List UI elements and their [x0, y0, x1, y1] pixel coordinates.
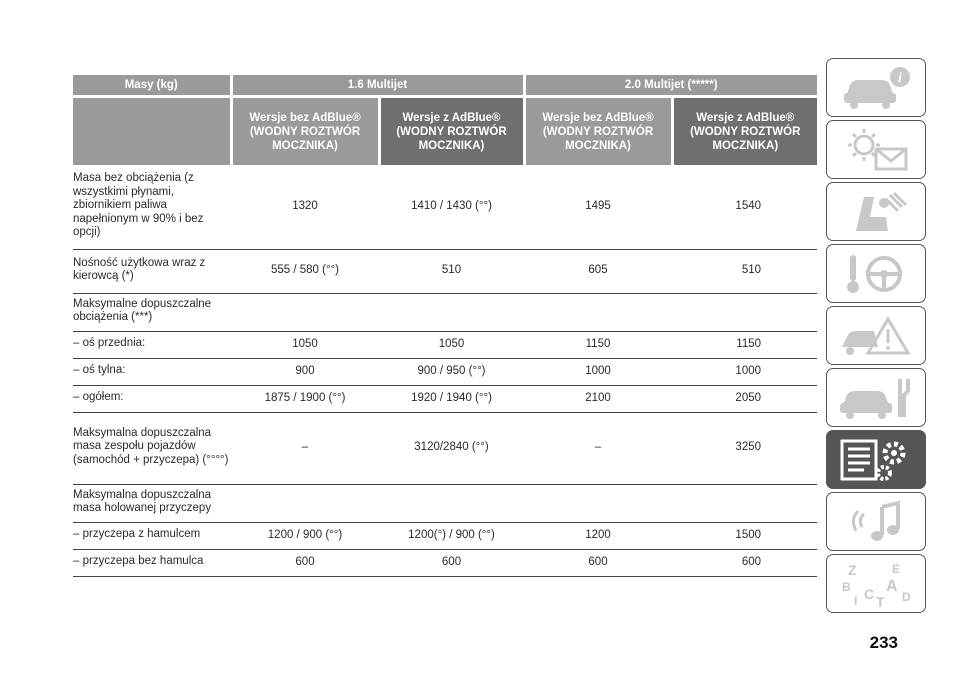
table-row — [73, 293, 817, 331]
row-label: – przyczepa z hamulcem — [73, 522, 231, 549]
mass-spec-table — [73, 75, 817, 577]
row-label: – ogółem: — [73, 385, 231, 412]
cell-value — [379, 293, 524, 331]
index-letter: T — [876, 593, 885, 609]
car-info-icon — [836, 63, 916, 113]
table-subheader-row — [73, 97, 817, 166]
warning-lights-message-icon — [836, 125, 916, 175]
header-engine-1-6: 1.6 Multijet — [231, 75, 524, 97]
subheader-1-6-with-adblue: Wersje z AdBlue® (WODNY ROZTWÓR MOCZNIKA) — [379, 97, 524, 166]
row-label: Nośność użytkowa wraz z kierowcą (*) — [73, 249, 231, 293]
tab-emergency[interactable] — [826, 306, 926, 365]
cell-value: 2100 — [524, 385, 672, 412]
cell-value — [524, 293, 672, 331]
tab-index[interactable] — [826, 554, 926, 613]
row-label: – oś tylna: — [73, 358, 231, 385]
index-letter: B — [842, 579, 851, 594]
alphabetical-index-icon — [836, 559, 916, 609]
cell-value: 510 — [379, 249, 524, 293]
table-row — [73, 549, 817, 576]
cell-value: 900 / 950 (°°) — [379, 358, 524, 385]
cell-value: 1200 — [524, 522, 672, 549]
subheader-empty — [73, 97, 231, 166]
technical-data-gears-icon — [836, 435, 916, 485]
subheader-2-0-with-adblue: Wersje z AdBlue® (WODNY ROZTWÓR MOCZNIKA) — [672, 97, 817, 166]
subheader-2-0-without-adblue: Wersje bez AdBlue® (WODNY ROZTWÓR MOCZNIKA) — [524, 97, 672, 166]
row-label: Maksymalne dopuszczalne obciążenia (***) — [73, 293, 231, 331]
cell-value: 3120/2840 (°°) — [379, 412, 524, 484]
table-row — [73, 249, 817, 293]
table-row — [73, 331, 817, 358]
seat-airbag-icon — [836, 187, 916, 237]
table-row — [73, 165, 817, 249]
header-masses: Masy (kg) — [73, 75, 231, 97]
cell-value: 1050 — [379, 331, 524, 358]
multimedia-music-icon — [836, 497, 916, 547]
table-row — [73, 385, 817, 412]
cell-value: – — [231, 412, 379, 484]
row-label: Maksymalna dopuszczalna masa holowanej przyczepy — [73, 484, 231, 522]
tab-technical-data[interactable] — [826, 430, 926, 489]
index-letter: A — [886, 577, 898, 595]
table-row — [73, 412, 817, 484]
index-letter: E — [892, 561, 901, 576]
cell-value: 1050 — [231, 331, 379, 358]
table-row — [73, 522, 817, 549]
cell-value — [231, 293, 379, 331]
row-label: Maksymalna dopuszczalna masa zespołu pojazdów (samochód + przyczepa) (°°°°) — [73, 412, 231, 484]
header-engine-2-0: 2.0 Multijet (*****) — [524, 75, 817, 97]
cell-value: 1500 — [672, 522, 817, 549]
cell-value: 1875 / 1900 (°°) — [231, 385, 379, 412]
cell-value: 2050 — [672, 385, 817, 412]
cell-value: 1200(°) / 900 (°°) — [379, 522, 524, 549]
cell-value — [524, 484, 672, 522]
index-letter: C — [864, 585, 875, 602]
cell-value: 1200 / 900 (°°) — [231, 522, 379, 549]
index-letter: Z — [848, 561, 857, 578]
table-row — [73, 484, 817, 522]
row-label: Masa bez obciążenia (z wszystkimi płynami, zbiornikiem paliwa napełnionym w 90% i bez opcji) — [73, 165, 231, 249]
cell-value — [672, 484, 817, 522]
cell-value: 600 — [379, 549, 524, 576]
cell-value: 1000 — [672, 358, 817, 385]
car-maintenance-tools-icon — [836, 373, 916, 423]
cell-value: 605 — [524, 249, 672, 293]
page-number: 233 — [869, 633, 898, 652]
tab-vehicle-info[interactable] — [826, 58, 926, 117]
cell-value: 900 — [231, 358, 379, 385]
tab-safety[interactable] — [826, 182, 926, 241]
tab-multimedia[interactable] — [826, 492, 926, 551]
cell-value: 1150 — [524, 331, 672, 358]
tab-starting-driving[interactable] — [826, 244, 926, 303]
table-header-row — [73, 75, 817, 97]
cell-value: 600 — [672, 549, 817, 576]
tab-warning-lights[interactable] — [826, 120, 926, 179]
cell-value: 1410 / 1430 (°°) — [379, 165, 524, 249]
cell-value: 1320 — [231, 165, 379, 249]
cell-value: 1150 — [672, 331, 817, 358]
tab-maintenance[interactable] — [826, 368, 926, 427]
index-letter: D — [902, 589, 911, 604]
cell-value: 1920 / 1940 (°°) — [379, 385, 524, 412]
cell-value: 600 — [231, 549, 379, 576]
cell-value: 510 — [672, 249, 817, 293]
cell-value: – — [524, 412, 672, 484]
subheader-1-6-without-adblue: Wersje bez AdBlue® (WODNY ROZTWÓR MOCZNIKA) — [231, 97, 379, 166]
cell-value: 1540 — [672, 165, 817, 249]
cell-value — [672, 293, 817, 331]
table-row — [73, 358, 817, 385]
svg-text:i: i — [898, 70, 902, 86]
index-letter: I — [854, 593, 858, 608]
cell-value: 600 — [524, 549, 672, 576]
row-label: – oś przednia: — [73, 331, 231, 358]
cell-value: 1000 — [524, 358, 672, 385]
cell-value: 1495 — [524, 165, 672, 249]
car-accident-warning-icon — [836, 311, 916, 361]
cell-value — [379, 484, 524, 522]
cell-value: 3250 — [672, 412, 817, 484]
cell-value — [231, 484, 379, 522]
key-steering-wheel-icon — [836, 249, 916, 299]
cell-value: 555 / 580 (°°) — [231, 249, 379, 293]
row-label: – przyczepa bez hamulca — [73, 549, 231, 576]
